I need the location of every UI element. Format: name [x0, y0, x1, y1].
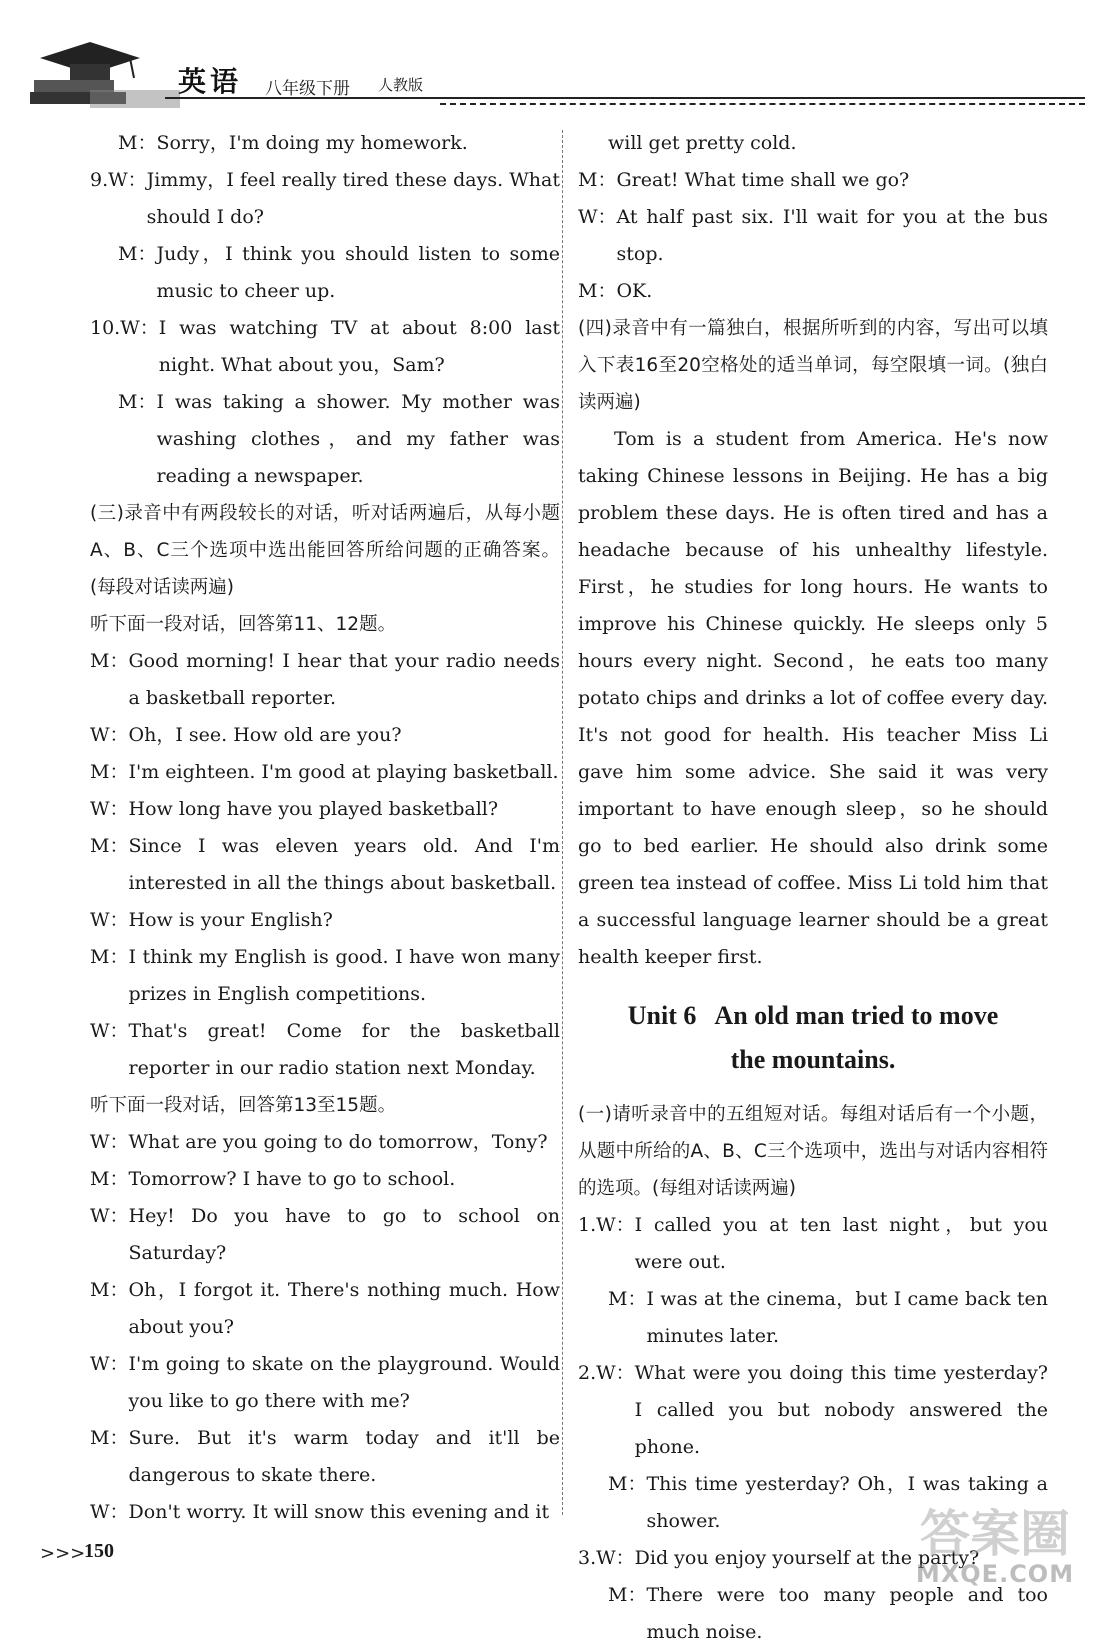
- speaker: M：: [608, 1584, 647, 1606]
- line-text: Good morning! I hear that your radio needs a basketball reporter.: [128, 650, 560, 709]
- question-9: [90, 162, 560, 236]
- line-text: That's great! Come for the basketball reporter in our radio station next Monday.: [128, 1020, 560, 1079]
- speaker: M：: [90, 761, 129, 783]
- dialog-line: [90, 1013, 560, 1087]
- header-dashed-rule: [440, 103, 1085, 105]
- right-column: [578, 125, 1048, 1651]
- speaker: W：: [596, 1547, 635, 1569]
- line-text: I was at the cinema，but I came back ten minutes later.: [646, 1288, 1048, 1347]
- question-number: 1.: [578, 1214, 597, 1236]
- line-text: Sure. But it's warm today and it'll be dangerous to skate there.: [128, 1427, 560, 1486]
- watermark-site: MXQE.COM: [915, 1560, 1075, 1588]
- dialog-line: [90, 643, 560, 717]
- speaker: W：: [596, 1362, 635, 1384]
- section-4-instructions: (四)录音中有一篇独白，根据所听到的内容，写出可以填入下表16至20空格处的适当单词，每空限填一词。(独白读两遍): [578, 318, 1048, 413]
- line-text: I think my English is good. I have won many prizes in English competitions.: [128, 946, 560, 1005]
- speaker: W：: [90, 1501, 129, 1523]
- section-3-instructions: (三)录音中有两段较长的对话，听对话两遍后，从每小题A、B、C三个选项中选出能回答所给问题的正确答案。(每段对话读两遍): [90, 503, 560, 598]
- dialog-1-instructions: 听下面一段对话，回答第11、12题。: [90, 614, 397, 635]
- speaker: W：: [90, 909, 129, 931]
- speaker: M：: [578, 280, 617, 302]
- dialog-line: [90, 1124, 560, 1161]
- dialog-line: [90, 384, 560, 495]
- speaker: W：: [90, 1020, 129, 1042]
- line-text: Oh，I see. How old are you?: [128, 724, 402, 746]
- question-1: [578, 1207, 1048, 1281]
- dialog-line: [90, 1346, 560, 1420]
- line-text: What were you doing this time yesterday? I called you but nobody answered the phone.: [634, 1362, 1048, 1458]
- graduation-cap-icon: [30, 30, 180, 110]
- speaker: M：: [90, 835, 129, 857]
- line-text: This time yesterday? Oh，I was taking a shower.: [646, 1473, 1048, 1532]
- speaker: W：: [120, 317, 159, 339]
- page-header: [0, 0, 1102, 115]
- speaker: W：: [108, 169, 147, 191]
- question-10: [90, 310, 560, 384]
- unit-title-line-2: the mountains.: [730, 1045, 896, 1074]
- dialog-line: [90, 1494, 560, 1531]
- speaker: W：: [90, 1205, 129, 1227]
- dialog-line: [90, 754, 560, 791]
- line-text: I called you at ten last night，but you were out.: [634, 1214, 1048, 1273]
- unit-title: [578, 994, 1048, 1082]
- dialog-line: [90, 1420, 560, 1494]
- speaker: W：: [90, 724, 129, 746]
- line-text: What are you going to do tomorrow，Tony?: [128, 1131, 548, 1153]
- monologue-passage: Tom is a student from America. He's now taking Chinese lessons in Beijing. He has a big problem these days. He is often tired and has a headache because of his unhealthy lifestyle. First，he studies for long hours. He wants to improve his Chinese quickly. He sleeps only 5 hours every night. Second，he eats too many potato chips and drinks a lot of coffee every day. It's not good for health. His teacher Miss Li gave him some advice. She said it was very important to have enough sleep，so he should go to bed earlier. He should also drink some green tea instead of coffee. Miss Li told him that a successful language learner should be a great health keeper first.: [578, 428, 1048, 968]
- speaker: W：: [90, 1131, 129, 1153]
- section-1-instructions: (一)请听录音中的五组短对话。每组对话后有一个小题，从题中所给的A、B、C三个选项中，选出与对话内容相符的选项。(每组对话读两遍): [578, 1104, 1048, 1199]
- dialog-line: [90, 1161, 560, 1198]
- line-text: Don't worry. It will snow this evening and it: [128, 1501, 550, 1523]
- speaker: M：: [118, 391, 157, 413]
- line-text: I'm eighteen. I'm good at playing basketball.: [128, 761, 559, 783]
- line-text: Oh，I forgot it. There's nothing much. How about you?: [128, 1279, 560, 1338]
- dialog-line: [90, 717, 560, 754]
- page-number: 150: [84, 1540, 114, 1562]
- line-text: There were too many people and too much noise.: [646, 1584, 1048, 1643]
- speaker: M：: [608, 1288, 647, 1310]
- question-2: [578, 1355, 1048, 1466]
- dialog-line: [90, 902, 560, 939]
- dialog-2-instructions: 听下面一段对话，回答第13至15题。: [90, 1095, 397, 1116]
- line-text: Judy，I think you should listen to some music to cheer up.: [156, 243, 560, 302]
- dialog-line: [578, 1281, 1048, 1355]
- line-text: How is your English?: [128, 909, 333, 931]
- speaker: M：: [90, 1427, 129, 1449]
- dialog-line: [90, 236, 560, 310]
- question-number: 9.: [90, 169, 109, 191]
- speaker: W：: [596, 1214, 635, 1236]
- speaker: M：: [90, 1279, 129, 1301]
- dialog-line: [578, 162, 1048, 199]
- watermark-logo: [905, 1490, 1085, 1598]
- column-divider: [562, 130, 563, 1515]
- line-text: I'm going to skate on the playground. Would you like to go there with me?: [128, 1353, 560, 1412]
- line-text: Tomorrow? I have to go to school.: [128, 1168, 456, 1190]
- speaker: M：: [578, 169, 617, 191]
- grade-label: 八年级下册: [265, 79, 350, 99]
- line-text: I was watching TV at about 8:00 last night. What about you，Sam?: [158, 317, 560, 376]
- line-text: How long have you played basketball?: [128, 798, 499, 820]
- continued-line: will get pretty cold.: [608, 132, 797, 154]
- speaker: M：: [118, 132, 157, 154]
- question-number: 10.: [90, 317, 121, 339]
- speaker: W：: [578, 206, 617, 228]
- speaker: M：: [608, 1473, 647, 1495]
- line-text: I was taking a shower. My mother was washing clothes，and my father was reading a newspaper.: [156, 391, 560, 487]
- left-column: [90, 125, 560, 1531]
- line-text: Since I was eleven years old. And I'm interested in all the things about basketball.: [128, 835, 560, 894]
- line-text: OK.: [616, 280, 653, 302]
- speaker: M：: [90, 1168, 129, 1190]
- speaker: M：: [90, 650, 129, 672]
- dialog-line: [90, 1272, 560, 1346]
- header-rule: [165, 97, 1085, 99]
- question-number: 3.: [578, 1547, 597, 1569]
- speaker: W：: [90, 798, 129, 820]
- line-text: At half past six. I'll wait for you at the bus stop.: [616, 206, 1048, 265]
- line-text: Did you enjoy yourself at the party?: [634, 1547, 980, 1569]
- dialog-line: [578, 199, 1048, 273]
- question-number: 2.: [578, 1362, 597, 1384]
- footer-arrows: >>>: [40, 1543, 86, 1564]
- subject-title: 英语: [178, 65, 243, 98]
- dialog-line: [90, 828, 560, 902]
- speaker: W：: [90, 1353, 129, 1375]
- unit-title-line-1: Unit 6 An old man tried to move: [627, 1001, 999, 1030]
- edition-label: 人教版: [378, 76, 424, 94]
- dialog-line: [578, 273, 1048, 310]
- line-text: Sorry，I'm doing my homework.: [156, 132, 468, 154]
- dialog-line: [90, 125, 560, 162]
- watermark-text: 答案圈: [920, 1505, 1070, 1563]
- speaker: M：: [118, 243, 157, 265]
- speaker: M：: [90, 946, 129, 968]
- dialog-line: [90, 939, 560, 1013]
- line-text: Jimmy，I feel really tired these days. What should I do?: [146, 169, 560, 228]
- line-text: Hey! Do you have to go to school on Saturday?: [128, 1205, 560, 1264]
- dialog-line: [90, 1198, 560, 1272]
- line-text: Great! What time shall we go?: [616, 169, 910, 191]
- dialog-line: [90, 791, 560, 828]
